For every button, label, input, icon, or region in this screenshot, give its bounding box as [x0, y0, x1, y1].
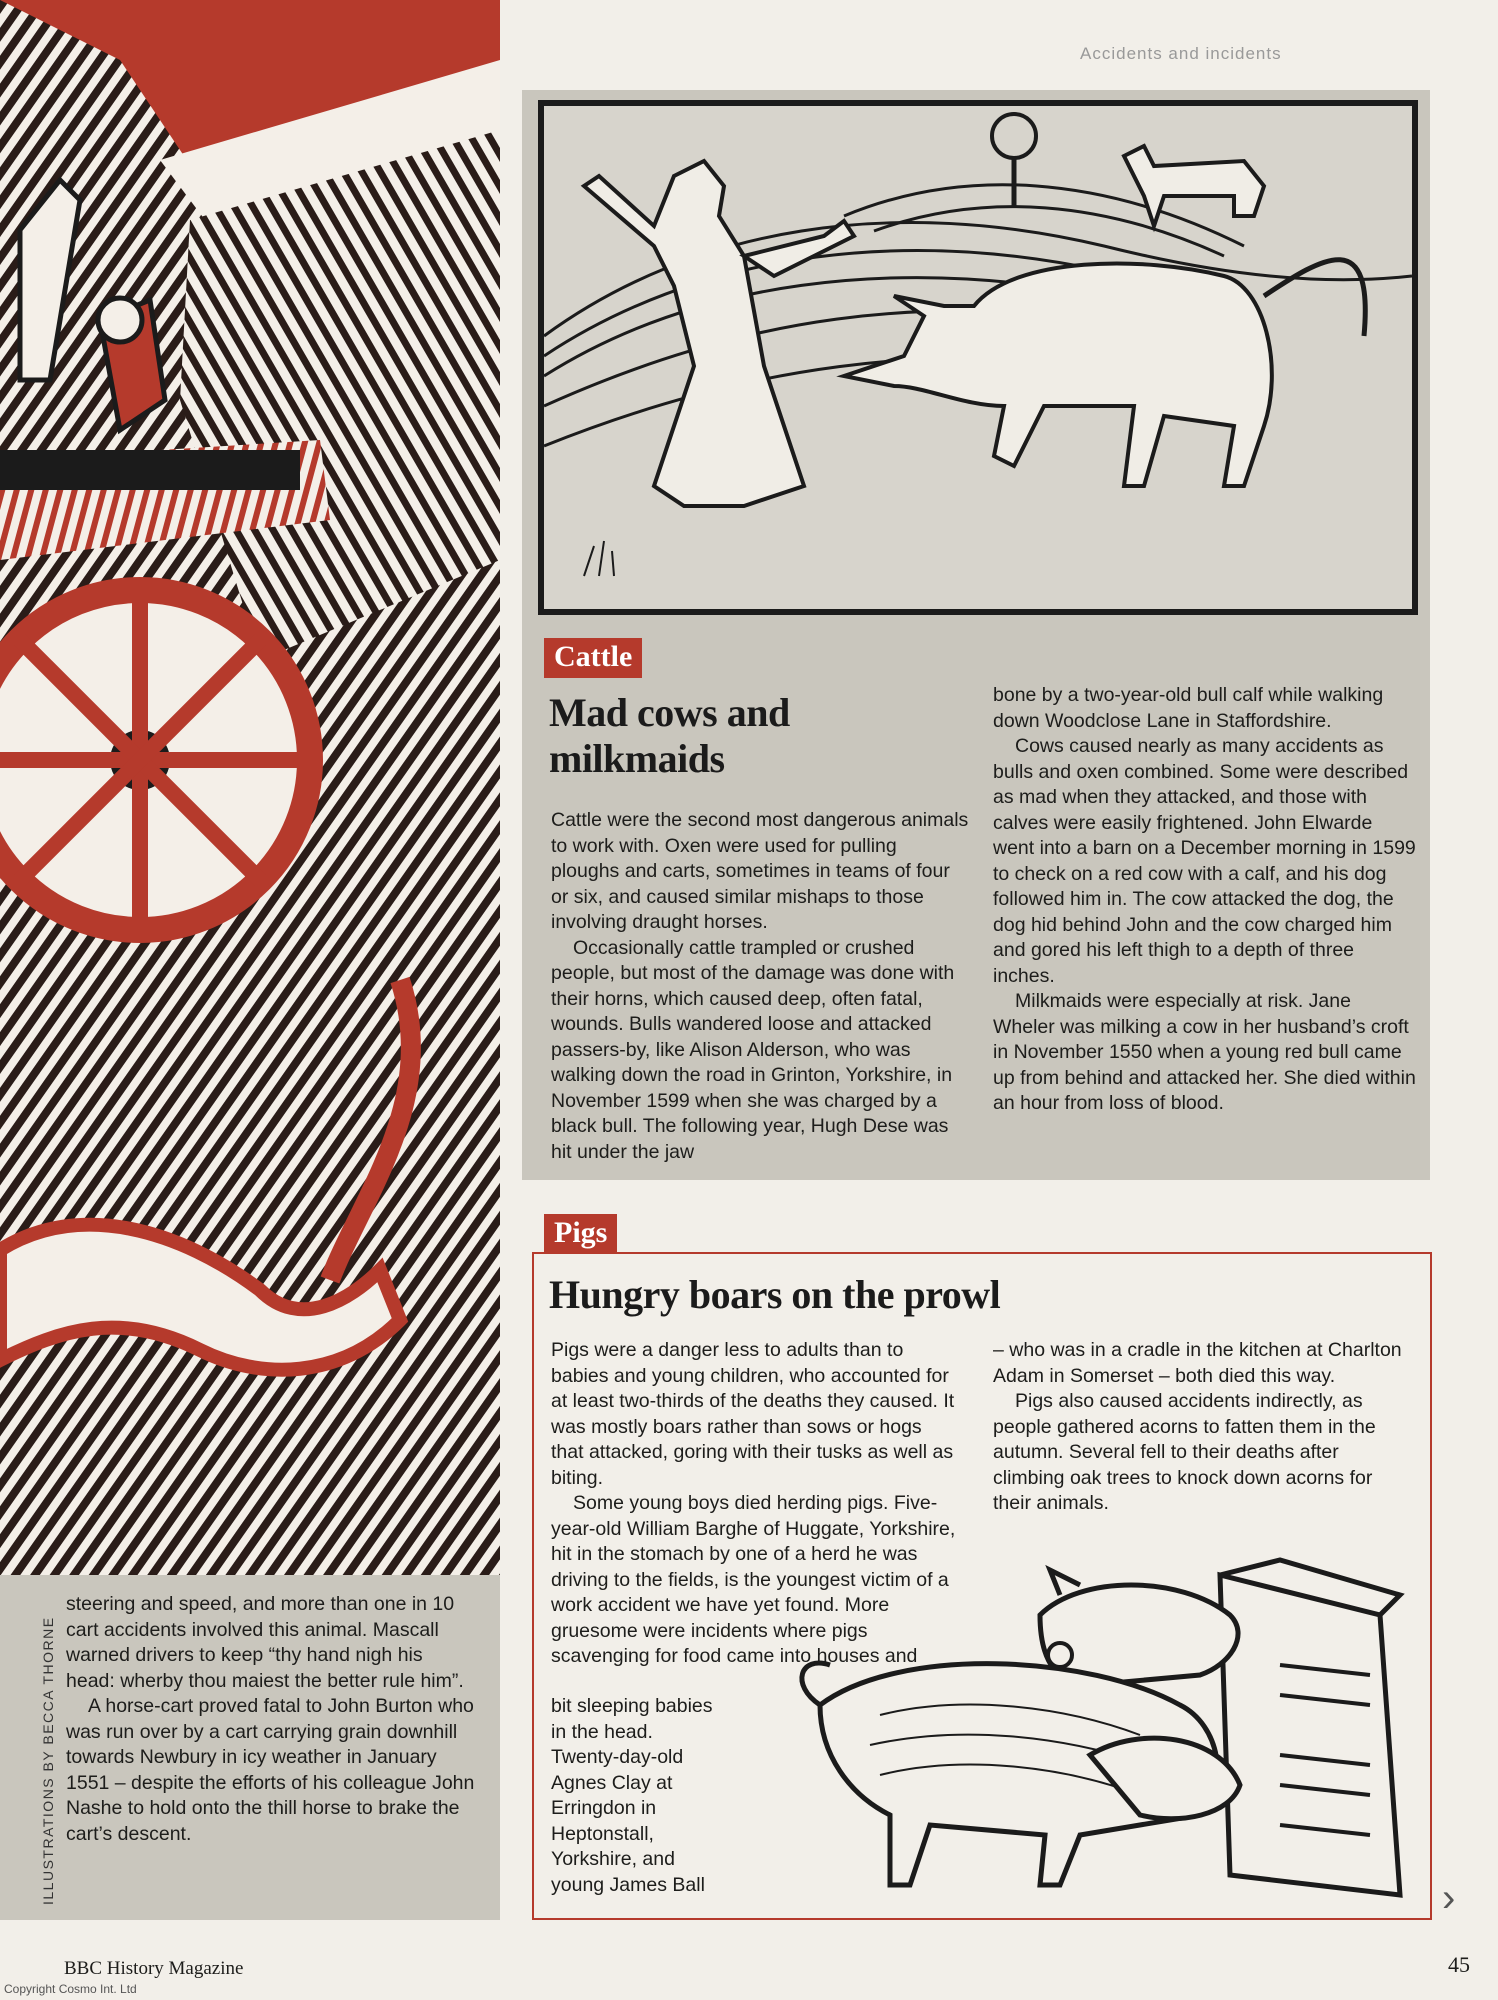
pigs-paragraph: – who was in a cradle in the kitchen at Charlton Adam in Somerset – both died this way.: [993, 1339, 1402, 1387]
pigs-column-1-narrow: [551, 1694, 751, 1898]
magazine-name: BBC History Magazine: [64, 1958, 244, 1979]
cattle-paragraph: bone by a two-year-old bull calf while walking down Woodclose Lane in Staffordshire.: [993, 684, 1384, 732]
cattle-paragraph: Occasionally cattle trampled or crushed people, but most of the damage was done with their horns, which caused deep, often fatal, wounds. Bulls wandered loose and attacked passers-by, like Alison Alderson, who was walking down the road in Grinton, Yorkshire, in November 1599 when she was charged by a black bull. The following year, Hugh Dese was hit under the jaw: [551, 936, 955, 1163]
cattle-column-1: [551, 808, 969, 1165]
copyright-notice: Copyright Cosmo Int. Ltd: [4, 1982, 137, 1996]
header-bleed-text: Accidents and incidents: [1080, 44, 1282, 63]
pigs-headline: Hungry boars on the prowl: [549, 1272, 1001, 1317]
pigs-and-cradle-woodcut: [760, 1555, 1428, 1915]
cattle-headline: [549, 690, 879, 782]
pigs-line: Twenty-day-old: [551, 1746, 684, 1768]
cattle-headline-line: Mad cows and: [549, 690, 790, 735]
milkmaid-and-bull-woodcut: [544, 106, 1412, 609]
pigs-section-tag: Pigs: [544, 1214, 617, 1254]
next-page-arrow-icon[interactable]: ›: [1442, 1876, 1456, 1920]
cart-illustration: [0, 0, 500, 1575]
pigs-line: bit sleeping babies: [551, 1695, 713, 1717]
cattle-column-2: [993, 683, 1418, 1117]
pigs-line: Heptonstall,: [551, 1822, 654, 1845]
cart-woodcut-graphic: [0, 0, 500, 1575]
cattle-illustration: [538, 100, 1418, 615]
cattle-paragraph: Milkmaids were especially at risk. Jane Wheler was milking a cow in her husband’s croft in November 1550 when a young red bull came up from behind and attacked her. She died within an hour from loss of blood.: [993, 990, 1416, 1114]
illustration-credit: ILLUSTRATIONS BY BECCA THORNE: [40, 1616, 56, 1905]
pigs-line: Agnes Clay at: [551, 1771, 673, 1794]
page-number: 45: [1448, 1952, 1470, 1977]
pigs-column-2: [993, 1338, 1408, 1517]
pigs-line: young James Ball: [551, 1873, 705, 1896]
cattle-section-tag: Cattle: [544, 638, 642, 678]
cattle-paragraph: Cows caused nearly as many accidents as bulls and oxen combined. Some were described as mad when they attacked, and those with calves were easily frightened. John Elwarde went into a barn on a December morning in 1599 to check on a red cow with a calf, and his dog followed him in. The cow attacked the dog, the dog hid behind John and the cow charged him and gored his left thigh to a depth of three inches.: [993, 735, 1416, 987]
carts-paragraph: A horse-cart proved fatal to John Burton who was run over by a cart carrying grain downhill towards Newbury in icy weather in January 1551 – despite the efforts of his colleague John Nashe to hold onto the thill horse to brake the cart’s descent.: [66, 1695, 475, 1845]
pigs-paragraph: Pigs also caused accidents indirectly, as people gathered acorns to fatten them in the autumn. Several fell to their deaths after climbing oak trees to knock down acorns for their animals.: [993, 1390, 1376, 1514]
pigs-paragraph: Some young boys died herding pigs. Five-year-old William Barghe of Huggate, Yorkshire, hit in the stomach by one of a herd he was driving to the fields, is the youngest victim of a work accident we have yet found. More gruesome were incidents where pigs scavenging for food came into houses and: [551, 1492, 956, 1667]
cattle-paragraph: Cattle were the second most dangerous animals to work with. Oxen were used for pulling ploughs and carts, sometimes in teams of four or six, and caused similar mishaps to those involving draught horses.: [551, 809, 969, 933]
pigs-line: Erringdon in: [551, 1797, 657, 1819]
pigs-illustration: [760, 1555, 1428, 1915]
carts-article-text: [66, 1592, 476, 1847]
pigs-paragraph: Pigs were a danger less to adults than to babies and young children, who accounted for at least two-thirds of the deaths they caused. It was mostly boars rather than sows or hogs that attacked, goring with their tusks as well as biting.: [551, 1339, 955, 1489]
pigs-line: Yorkshire, and: [551, 1848, 675, 1870]
carts-paragraph: steering and speed, and more than one in 10 cart accidents involved this animal. Mascall warned drivers to keep “thy hand nigh his head: wherby thou maiest the better rule him”.: [66, 1593, 464, 1692]
pigs-line: in the head.: [551, 1720, 653, 1743]
cattle-headline-line: milkmaids: [549, 736, 725, 781]
